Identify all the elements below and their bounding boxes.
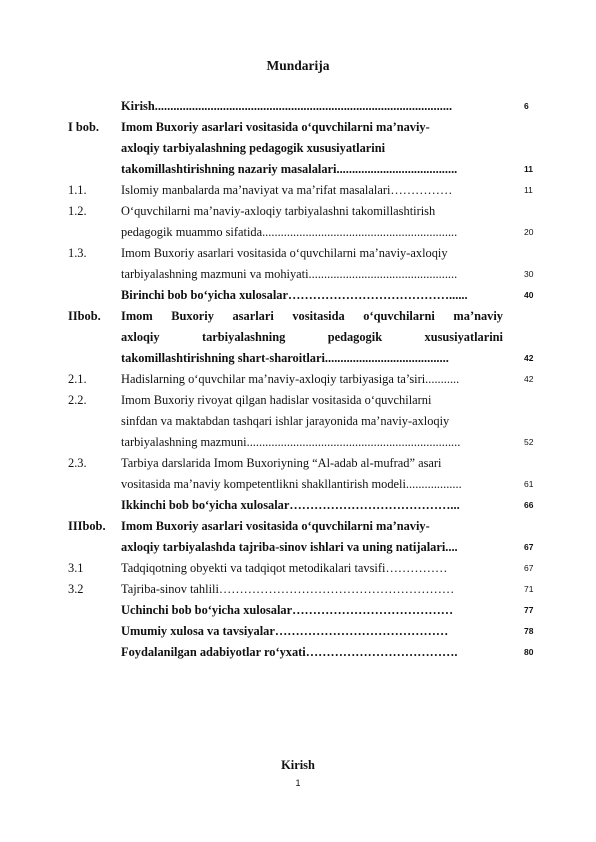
toc-entry-title: takomillashtirishning nazariy masalalari.......................................: [121, 162, 458, 176]
toc-entry: [0, 201, 596, 222]
toc-entry-title: Hadislarning o‘quvchilar ma’naviy-axloqiy tarbiyasiga ta’siri...........: [121, 372, 460, 386]
toc-entry-title: Imom Buxoriy asarlari vositasida o‘quvchilarni ma’naviy-: [121, 519, 430, 533]
toc-entry: [0, 474, 596, 495]
toc-entry-page: 61: [524, 479, 534, 489]
toc-entry-title: takomillashtirishning shart-sharoitlari........................................: [121, 351, 449, 365]
toc-entry: [0, 159, 596, 180]
toc-entry-title: Foydalanilgan adabiyotlar ro‘yxati……………………………….: [121, 645, 458, 659]
toc-entry-page: 40: [524, 290, 534, 300]
toc-entry-title: tarbiyalashning mazmuni va mohiyati................................................: [121, 267, 458, 281]
toc-entry: [0, 264, 596, 285]
toc-entry-number: IIbob.: [68, 309, 101, 323]
toc-entry-page: 66: [524, 500, 534, 510]
toc-entry: [0, 96, 596, 117]
toc-entry-title: Imom Buxoriy asarlari vositasida o‘quvchilarni ma’naviy-: [121, 120, 430, 134]
toc-entry: [0, 390, 596, 411]
toc-entry-page: 67: [524, 563, 534, 573]
toc-entry: [0, 600, 596, 621]
toc-entry-page: 11: [524, 164, 533, 174]
table-of-contents: [0, 96, 596, 663]
toc-entry-title: Islomiy manbalarda ma’naviyat va ma’rifat masalalari……………: [121, 183, 453, 197]
toc-entry-number: 3.2: [68, 582, 84, 596]
toc-entry-page: 6: [524, 101, 529, 111]
toc-entry-page: 11: [524, 185, 533, 195]
toc-entry-title: Birinchi bob bo‘yicha xulosalar…………………………………......: [121, 288, 468, 302]
toc-entry-title: Tarbiya darslarida Imom Buxoriyning “Al-adab al-mufrad” asari: [121, 456, 442, 470]
toc-entry: [0, 621, 596, 642]
toc-entry: [0, 537, 596, 558]
toc-entry: [0, 579, 596, 600]
toc-entry: [0, 453, 596, 474]
toc-entry-title: axloqiy tarbiyalashning pedagogik xususiyatlarini: [121, 141, 386, 155]
toc-entry: [0, 369, 596, 390]
toc-entry: [0, 432, 596, 453]
toc-entry: [0, 348, 596, 369]
toc-entry-page: 78: [524, 626, 534, 636]
toc-entry-page: 42: [524, 374, 534, 384]
toc-entry-number: 1.2.: [68, 204, 87, 218]
toc-entry-number: IIIbob.: [68, 519, 106, 533]
toc-entry: [0, 411, 596, 432]
toc-entry: [0, 243, 596, 264]
toc-entry-page: 42: [524, 353, 534, 363]
toc-entry-title: Tadqiqotning obyekti va tadqiqot metodikalari tavsifi……………: [121, 561, 448, 575]
toc-entry: [0, 516, 596, 537]
toc-entry-title: Uchinchi bob bo‘yicha xulosalar…………………………………: [121, 603, 454, 617]
toc-entry-number: 1.1.: [68, 183, 87, 197]
toc-entry: [0, 222, 596, 243]
toc-entry-title: Imom Buxoriy rivoyat qilgan hadislar vositasida o‘quvchilarni: [121, 393, 432, 407]
toc-entry: [0, 306, 596, 327]
toc-entry-page: 20: [524, 227, 534, 237]
toc-entry-page: 52: [524, 437, 534, 447]
toc-entry-title: pedagogik muammo sifatida...............................................................: [121, 225, 458, 239]
section-heading: Kirish: [281, 758, 315, 772]
toc-entry-number: 2.3.: [68, 456, 87, 470]
toc-entry-title: axloqiy tarbiyalashda tajriba-sinov ishlari va uning natijalari....: [121, 540, 458, 554]
toc-entry-number: 3.1: [68, 561, 84, 575]
toc-entry-number: 1.3.: [68, 246, 87, 260]
toc-entry-page: 67: [524, 542, 534, 552]
toc-entry-page: 30: [524, 269, 534, 279]
toc-entry: [0, 327, 596, 348]
toc-entry-title: Imom Buxoriy asarlari vositasida o‘quvchilarni ma’naviy-axloqiy: [121, 246, 448, 260]
toc-entry: [0, 117, 596, 138]
page-title: Mundarija: [266, 58, 330, 73]
toc-entry-title: O‘quvchilarni ma’naviy-axloqiy tarbiyalashni takomillashtirish: [121, 204, 436, 218]
toc-entry-number: I bob.: [68, 120, 99, 134]
toc-entry: [0, 180, 596, 201]
toc-entry: [0, 285, 596, 306]
toc-entry-title: Tajriba-sinov tahlili…………………………………………………: [121, 582, 455, 596]
toc-entry-page: 80: [524, 647, 534, 657]
page-number: 1: [295, 778, 301, 788]
toc-entry-title: Umumiy xulosa va tavsiyalar……………………………………: [121, 624, 449, 638]
toc-entry-title: vositasida ma’naviy kompetentlikni shakllantirish modeli..................: [121, 477, 462, 491]
toc-entry-title: Kirish................................................................................................: [121, 99, 453, 113]
toc-entry-number: 2.2.: [68, 393, 87, 407]
toc-entry: [0, 558, 596, 579]
toc-entry-title: Imom Buxoriy asarlari vositasida o‘quvchilarni ma’naviy: [121, 309, 503, 323]
toc-entry-title: axloqiy tarbiyalashning pedagogik xususiyatlarini: [121, 330, 503, 344]
toc-entry-number: 2.1.: [68, 372, 87, 386]
toc-entry-title: Ikkinchi bob bo‘yicha xulosalar…………………………………...: [121, 498, 460, 512]
toc-entry: [0, 495, 596, 516]
toc-entry: [0, 138, 596, 159]
toc-entry-page: 71: [524, 584, 534, 594]
toc-entry-title: tarbiyalashning mazmuni.....................................................................: [121, 435, 461, 449]
toc-entry: [0, 642, 596, 663]
toc-entry-page: 77: [524, 605, 534, 615]
toc-entry-title: sinfdan va maktabdan tashqari ishlar jarayonida ma’naviy-axloqiy: [121, 414, 450, 428]
